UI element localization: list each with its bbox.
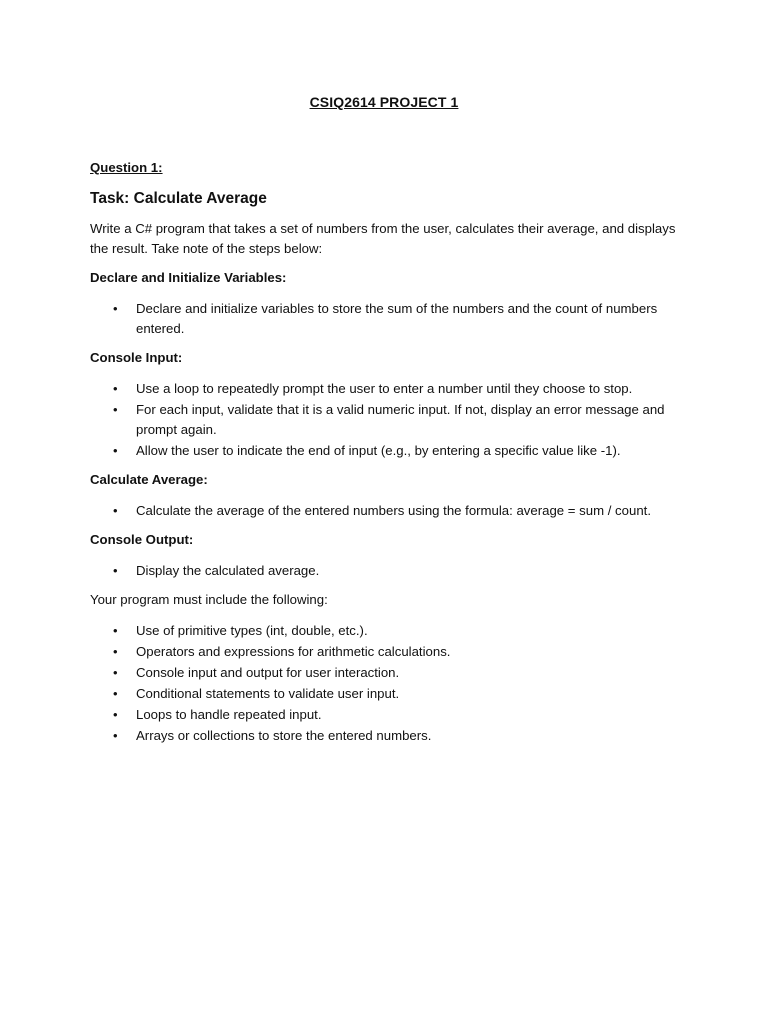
bullet-icon: • xyxy=(113,728,118,743)
requirements-intro: Your program must include the following: xyxy=(90,592,328,607)
bullet-icon: • xyxy=(113,381,118,396)
list-item: • For each input, validate that it is a valid numeric input. If not, display an error message and prompt again. xyxy=(113,402,665,437)
bullet-icon: • xyxy=(113,665,118,680)
question-label: Question 1: xyxy=(90,160,163,175)
list-item: • Calculate the average of the entered numbers using the formula: average = sum / count. xyxy=(90,501,690,521)
section-list-declare xyxy=(90,299,690,339)
bullet-icon: • xyxy=(113,707,118,722)
section-heading-console-input: Console Input: xyxy=(90,350,183,365)
bullet-icon: • xyxy=(113,402,118,417)
list-item: • Display the calculated average. xyxy=(90,561,690,581)
bullet-icon: • xyxy=(113,686,118,701)
section-list-console-input xyxy=(90,379,690,461)
list-item: • Allow the user to indicate the end of input (e.g., by entering a specific value like -1). xyxy=(90,441,690,461)
requirements-list xyxy=(90,621,690,746)
bullet-icon: • xyxy=(113,623,118,638)
section-heading-declare: Declare and Initialize Variables: xyxy=(90,270,287,285)
list-item: • Console input and output for user interaction. xyxy=(90,663,690,683)
bullet-icon: • xyxy=(113,563,118,578)
bullet-icon: • xyxy=(113,443,118,458)
bullet-icon: • xyxy=(113,301,118,316)
list-item: • Operators and expressions for arithmetic calculations. xyxy=(90,642,690,662)
task-heading: Task: Calculate Average xyxy=(90,190,267,207)
list-item: • Declare and initialize variables to store the sum of the numbers and the count of numbers entered. xyxy=(113,301,658,336)
list-item: • Conditional statements to validate user input. xyxy=(90,684,690,704)
bullet-icon: • xyxy=(113,644,118,659)
section-heading-calculate-average: Calculate Average: xyxy=(90,472,208,487)
list-item: • Arrays or collections to store the entered numbers. xyxy=(90,726,690,746)
list-item: • Use a loop to repeatedly prompt the user to enter a number until they choose to stop. xyxy=(90,379,690,399)
section-heading-console-output: Console Output: xyxy=(90,532,194,547)
section-list-console-output xyxy=(90,561,690,581)
list-item: • Loops to handle repeated input. xyxy=(90,705,690,725)
intro-paragraph: Write a C# program that takes a set of numbers from the user, calculates their average, and displays the result. Take note of the steps below: xyxy=(90,221,676,256)
list-item: • Use of primitive types (int, double, etc.). xyxy=(90,621,690,641)
document-body xyxy=(90,158,690,747)
document-title: CSIQ2614 PROJECT 1 xyxy=(309,94,459,110)
section-list-calculate-average xyxy=(90,501,690,521)
bullet-icon: • xyxy=(113,503,118,518)
